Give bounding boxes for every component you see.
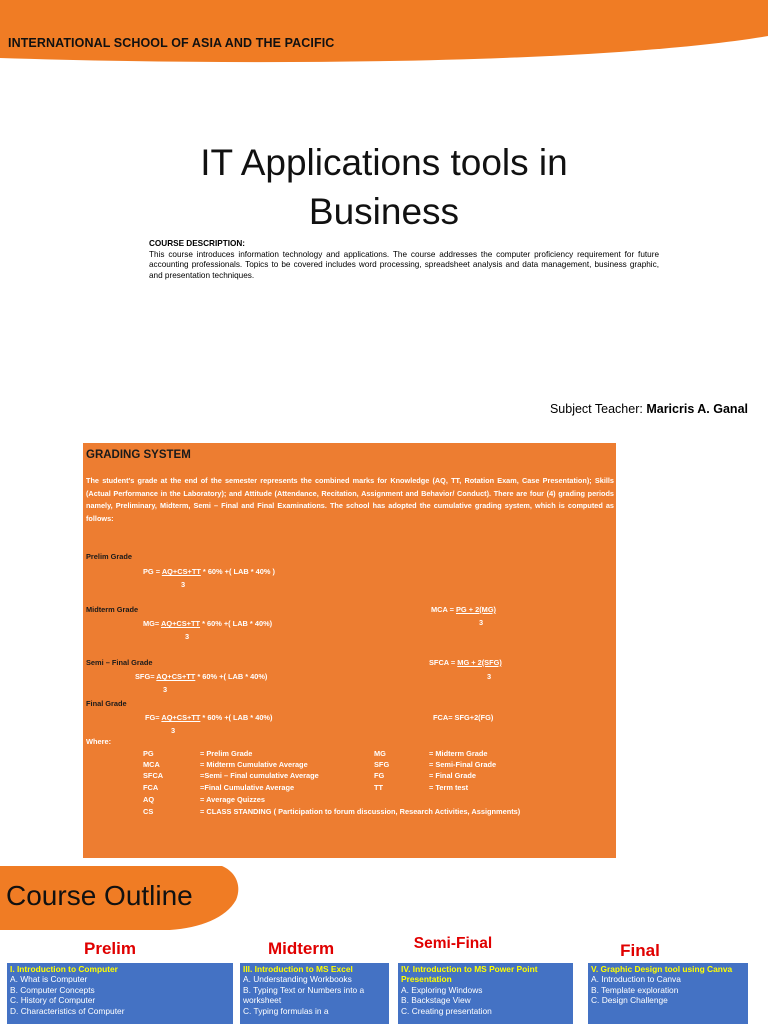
prelim-grade-denominator: 3: [181, 580, 186, 589]
formula-prefix: MG=: [143, 619, 161, 628]
formula-numerator: AQ+CS+TT: [161, 567, 201, 576]
formula-prefix: PG =: [143, 567, 162, 576]
outline-box-prelim: [7, 963, 233, 1024]
page-title-line-1: IT Applications tools in: [200, 142, 568, 183]
grading-system-panel: [83, 443, 616, 858]
formula-numerator: AQ+CS+TT: [161, 619, 201, 628]
legend-abbr: CS: [143, 807, 154, 816]
legend-definition: = CLASS STANDING ( Participation to forum discussion, Research Activities, Assignments): [200, 807, 521, 816]
prelim-grade-label: Prelim Grade: [86, 552, 133, 561]
list-item: C. Creating presentation: [401, 1005, 492, 1016]
list-item: B. Typing Text or Numbers into a worksheet: [243, 984, 365, 1006]
midterm-cumulative-formula: [431, 605, 496, 614]
where-label: Where:: [86, 737, 112, 746]
list-item: B. Computer Concepts: [10, 984, 95, 995]
list-item: B. Template exploration: [591, 984, 679, 995]
list-item: B. Backstage View: [401, 995, 471, 1006]
formula-numerator: MG + 2(SFG): [457, 658, 502, 667]
list-item: A. Exploring Windows: [401, 984, 483, 995]
midterm-cumulative-denominator: 3: [479, 618, 484, 627]
formula-suffix: * 60% +( LAB * 40%): [195, 672, 268, 681]
final-cumulative-formula: FCA= SFG+2(FG): [433, 713, 494, 722]
legend-abbr: MG: [374, 749, 386, 758]
legend-abbr: SFCA: [143, 771, 164, 780]
legend-abbr: FCA: [143, 783, 159, 792]
final-grade-denominator: 3: [171, 726, 176, 735]
period-final: Final: [620, 941, 660, 960]
legend-abbr: SFG: [374, 760, 390, 769]
list-item: C. Typing formulas in a: [243, 1005, 329, 1016]
period-semi-final: Semi-Final: [413, 935, 493, 952]
legend-abbr: PG: [143, 749, 154, 758]
page-title: [0, 138, 768, 236]
course-description-heading: COURSE DESCRIPTION:: [149, 239, 245, 248]
legend-definition: = Final Grade: [429, 771, 477, 780]
prelim-grade-formula: [143, 567, 275, 576]
legend-definition: = Term test: [429, 783, 469, 792]
legend-abbr: MCA: [143, 760, 160, 769]
formula-prefix: MCA =: [431, 605, 456, 614]
legend-definition: = Midterm Grade: [429, 749, 488, 758]
period-prelim: Prelim: [84, 939, 136, 958]
header-band-shape: [0, 0, 768, 70]
list-item: A. What is Computer: [10, 974, 88, 985]
grading-system-paragraph: The student's grade at the end of the semester represents the combined marks for Knowledge (AQ, TT, Rotation Exam, Case Presentation); Skills (Actual Performance in the Laboratory); and Attitude (Attendance, Recitation, Assignment and Behavior/ Conduct). There are four (4) grading periods namely, Preliminary, Midterm, Semi – Final and Final Examinations. The school has adopted the cumulative grading system, which is computed as follows:: [86, 476, 614, 523]
formula-numerator: AQ+CS+TT: [156, 672, 196, 681]
outline-box-heading: IV. Introduction to MS Power Point Presentation: [401, 964, 538, 985]
school-name: INTERNATIONAL SCHOOL OF ASIA AND THE PACIFIC: [8, 36, 335, 50]
formula-suffix: * 60% +( LAB * 40%): [200, 713, 273, 722]
page-title-line-2: Business: [308, 191, 460, 232]
semi-final-cumulative-formula: [429, 658, 502, 667]
midterm-grade-label: Midterm Grade: [86, 605, 139, 614]
midterm-grade-denominator: 3: [185, 632, 190, 641]
course-outline-title: Course Outline: [6, 880, 193, 911]
semi-final-grade-label: Semi – Final Grade: [86, 658, 153, 667]
formula-prefix: SFG=: [135, 672, 157, 681]
semi-final-grade-formula: [135, 672, 267, 681]
legend-definition: = Semi-Final Grade: [429, 760, 497, 769]
semi-final-grade-denominator: 3: [163, 685, 168, 694]
legend-definition: = Midterm Cumulative Average: [200, 760, 308, 769]
formula-numerator: PG + 2(MG): [455, 605, 497, 614]
outline-box-final: [588, 963, 748, 1024]
outline-box-semi-final: [398, 963, 573, 1024]
midterm-grade-formula: [143, 619, 272, 628]
formula-prefix: SFCA =: [429, 658, 458, 667]
semi-final-cumulative-denominator: 3: [487, 672, 492, 681]
list-item: D. Characteristics of Computer: [10, 1005, 125, 1016]
legend-definition: =Semi – Final cumulative Average: [200, 771, 319, 780]
formula-numerator: AQ+CS+TT: [161, 713, 201, 722]
grading-system-title: GRADING SYSTEM: [86, 449, 191, 461]
formula-suffix: * 60% +( LAB * 40% ): [200, 567, 275, 576]
subject-teacher-name: Maricris A. Ganal: [646, 402, 748, 416]
final-grade-label: Final Grade: [86, 699, 127, 708]
course-description-text: This course introduces information technology and applications. The course addresses the computer proficiency requirement for future accounting professionals. Topics to be covered includes word processing, spreadsheet analysis and data management, business graphic, and presentation techniques.: [149, 249, 659, 280]
formula-prefix: FG=: [145, 713, 162, 722]
course-description: [149, 239, 659, 281]
outline-box-heading: I. Introduction to Computer: [10, 964, 118, 974]
legend-abbr: FG: [374, 771, 385, 780]
legend-abbr: TT: [374, 783, 384, 792]
period-midterm: Midterm: [267, 939, 335, 958]
subject-teacher: [550, 402, 748, 416]
formula-suffix: * 60% +( LAB * 40%): [200, 619, 273, 628]
header-band: [0, 0, 768, 70]
list-item: A. Understanding Workbooks: [243, 974, 352, 985]
outline-box-midterm: [240, 963, 389, 1024]
legend-definition: =Final Cumulative Average: [200, 783, 295, 792]
list-item: C. History of Computer: [10, 995, 96, 1006]
outline-box-heading: V. Graphic Design tool using Canva: [591, 964, 733, 974]
outline-box-heading: III. Introduction to MS Excel: [243, 964, 353, 974]
legend-definition: = Average Quizzes: [200, 795, 265, 804]
final-grade-formula: [145, 713, 272, 722]
list-item: C. Design Challenge: [591, 995, 668, 1006]
list-item: A. Introduction to Canva: [591, 974, 681, 985]
legend-abbr: AQ: [143, 795, 155, 804]
legend-definition: = Prelim Grade: [200, 749, 253, 758]
subject-teacher-label: Subject Teacher:: [549, 402, 643, 416]
